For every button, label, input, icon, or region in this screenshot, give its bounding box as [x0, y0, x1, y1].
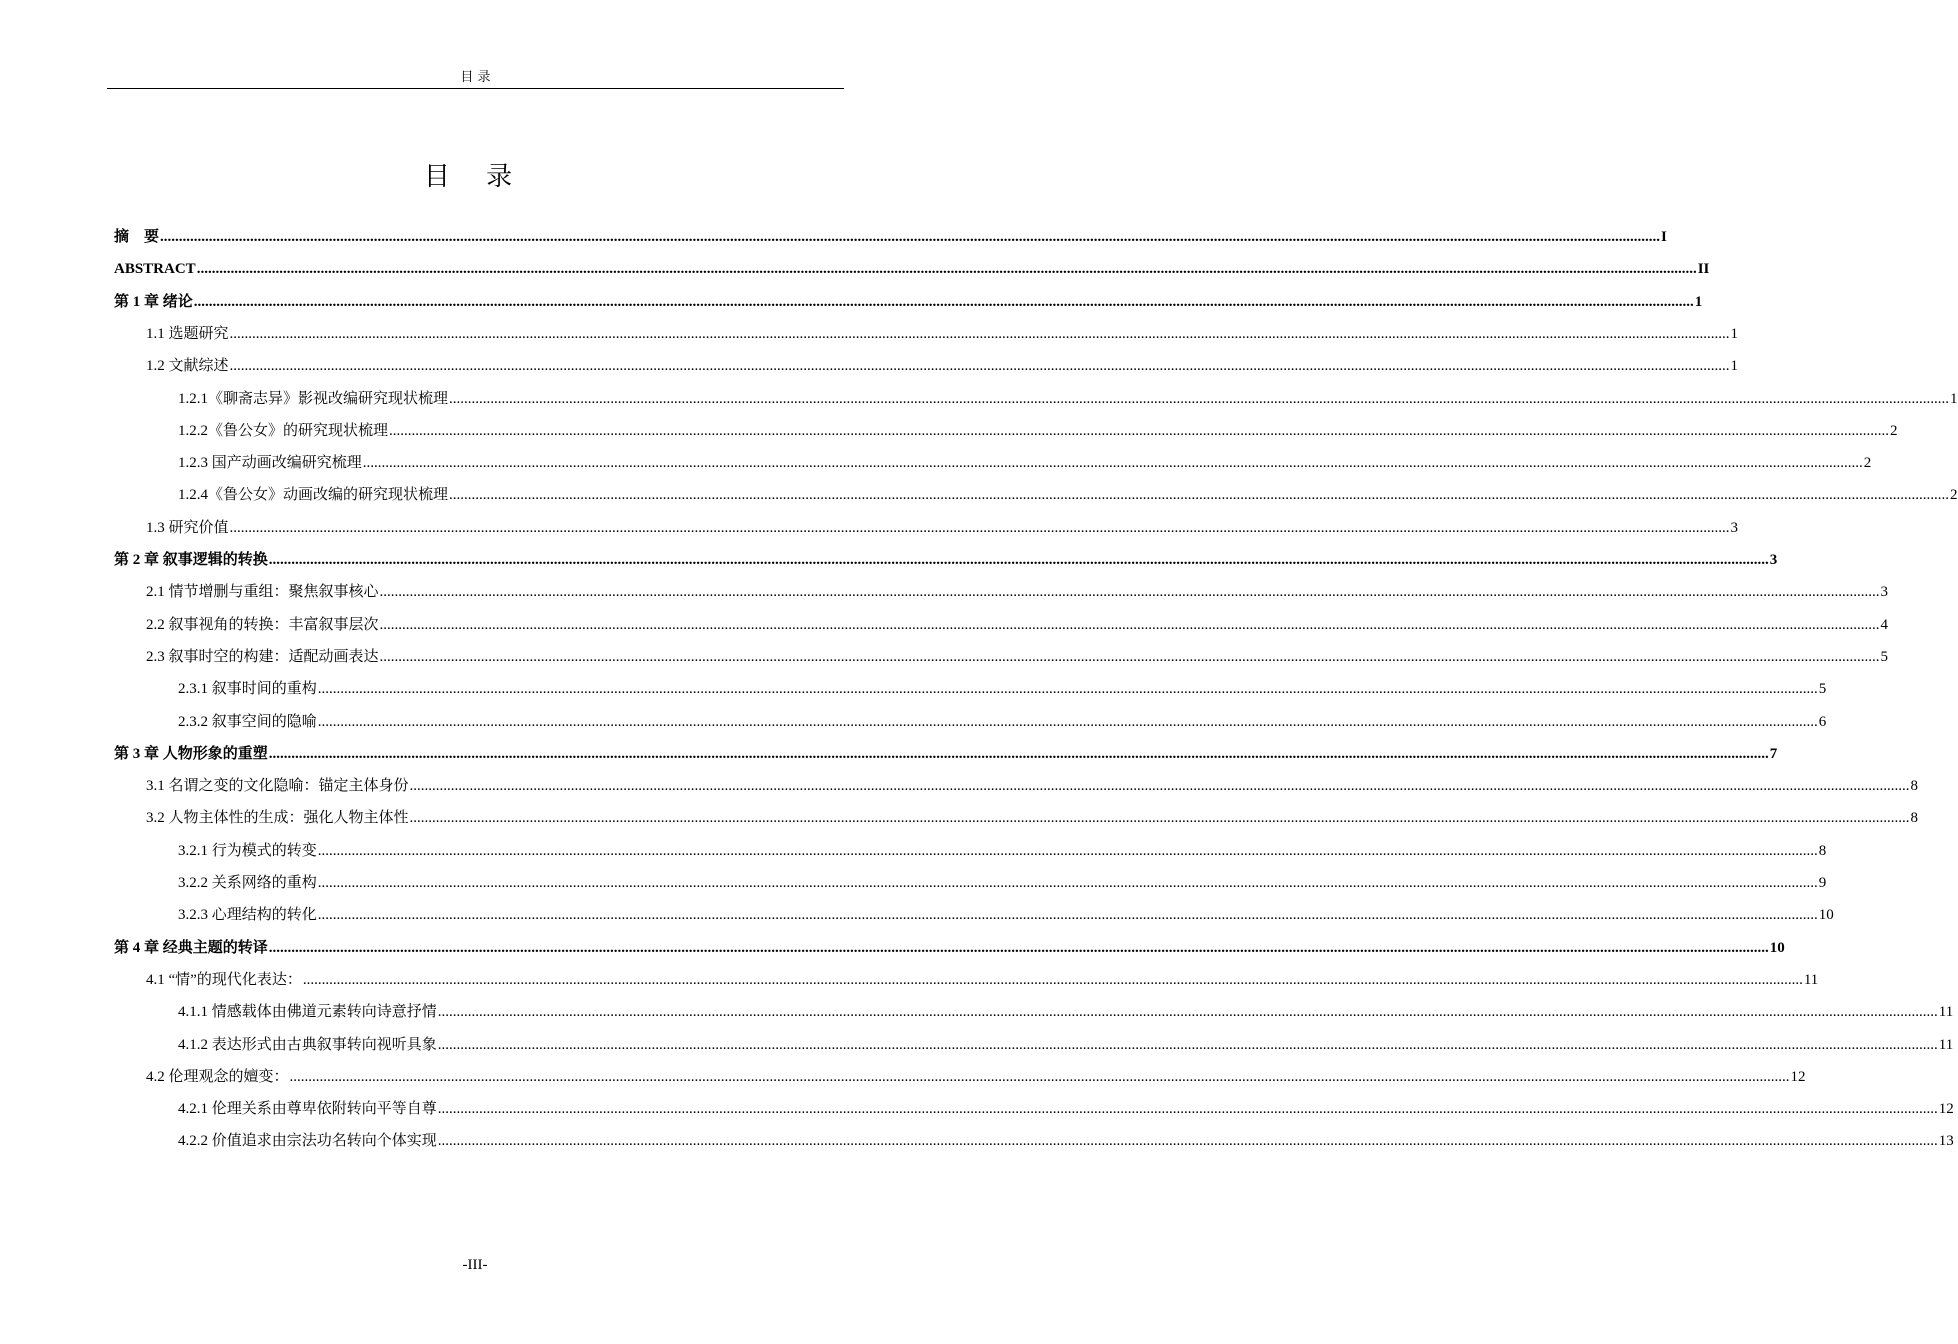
toc-entry[interactable]	[146, 610, 1889, 640]
toc-dot-leader: ................................................................................................................................................................................................................................................................................................................................................................................................................	[193, 293, 1694, 310]
toc-dot-leader: ................................................................................................................................................................................................................................................................................................................................................................................................................	[317, 681, 1818, 698]
toc-entry-title: 3.2.2 关系网络的重构	[178, 875, 317, 891]
toc-entry[interactable]	[114, 287, 1703, 317]
toc-entry[interactable]	[146, 965, 1819, 995]
toc-dot-leader: ................................................................................................................................................................................................................................................................................................................................................................................................................	[317, 842, 1818, 859]
toc-entry-title: 1.2.4《鲁公女》动画改编的研究现状梳理	[178, 487, 449, 504]
toc-entry-page: 2	[1890, 422, 1898, 439]
toc-entry-page: 5	[1880, 648, 1889, 665]
toc-entry-title: 1.1 选题研究	[146, 325, 229, 342]
toc-dot-leader: ................................................................................................................................................................................................................................................................................................................................................................................................................	[437, 1101, 1938, 1118]
toc-entry[interactable]	[146, 642, 1889, 672]
toc-entry[interactable]	[114, 222, 1667, 252]
toc-entry-title: 1.2.3 国产动画改编研究梳理	[178, 455, 362, 472]
toc-entry[interactable]	[178, 836, 1827, 866]
toc-entry-page: 3	[1769, 552, 1778, 568]
toc-entry-page: 10	[1769, 939, 1785, 956]
toc-entry-page: 7	[1769, 745, 1778, 762]
toc-dot-leader: ................................................................................................................................................................................................................................................................................................................................................................................................................	[302, 971, 1803, 988]
toc-entry-page: 4	[1880, 616, 1889, 633]
toc-entry[interactable]	[146, 1062, 1806, 1092]
toc-dot-leader: ................................................................................................................................................................................................................................................................................................................................................................................................................	[229, 325, 1730, 342]
toc-dot-leader: ................................................................................................................................................................................................................................................................................................................................................................................................................	[409, 778, 1910, 795]
toc-dot-leader: ................................................................................................................................................................................................................................................................................................................................................................................................................	[437, 1004, 1938, 1021]
toc-entry-title: 摘 要	[114, 229, 160, 245]
toc-dot-leader: ................................................................................................................................................................................................................................................................................................................................................................................................................	[449, 390, 1950, 407]
toc-entry[interactable]	[146, 513, 1739, 543]
toc-entry-title: 3.2 人物主体性的生成：强化人物主体性	[146, 810, 409, 827]
toc-entry-title: 第 3 章 人物形象的重塑	[114, 745, 268, 762]
toc-entry-page: 8	[1818, 842, 1827, 859]
toc-entry[interactable]	[146, 771, 1919, 801]
toc-entry[interactable]	[178, 707, 1827, 737]
toc-dot-leader: ................................................................................................................................................................................................................................................................................................................................................................................................................	[389, 422, 1890, 439]
toc-entry-title: 1.2.1《聊斋志异》影视改编研究现状梳理	[178, 390, 449, 407]
toc-entry-title: 1.2 文献综述	[146, 358, 229, 375]
toc-entry-page: 1	[1730, 325, 1739, 342]
toc-entry[interactable]	[146, 351, 1739, 381]
toc-entry-page: I	[1661, 229, 1667, 245]
toc-entry-title: 第 4 章 经典主题的转译	[114, 939, 268, 956]
toc-dot-leader: ................................................................................................................................................................................................................................................................................................................................................................................................................	[268, 939, 1769, 956]
toc-entry-page: II	[1697, 261, 1710, 278]
toc-entry-title: 4.1.2 表达形式由古典叙事转向视听具象	[178, 1036, 437, 1053]
toc-entry-title: 4.2 伦理观念的嬗变：	[146, 1068, 289, 1085]
toc-entry-title: 3.2.3 心理结构的转化	[178, 907, 317, 924]
toc-entry-title: 1.2.2《鲁公女》的研究现状梳理	[178, 422, 389, 439]
toc-dot-leader: ................................................................................................................................................................................................................................................................................................................................................................................................................	[437, 1036, 1938, 1053]
toc-entry[interactable]	[178, 674, 1827, 704]
toc-entry[interactable]	[178, 1030, 1954, 1060]
toc-entry[interactable]	[146, 319, 1739, 349]
toc-entry-page: 3	[1730, 519, 1739, 536]
toc-entry[interactable]	[178, 448, 1872, 478]
page-number: -III-	[462, 1257, 488, 1273]
toc-entry[interactable]	[178, 1126, 1954, 1156]
toc-entry[interactable]	[178, 900, 1834, 930]
toc-entry-title: 2.2 叙事视角的转换：丰富叙事层次	[146, 616, 379, 633]
toc-dot-leader: ................................................................................................................................................................................................................................................................................................................................................................................................................	[449, 487, 1950, 504]
toc-entry-title: 4.2.2 价值追求由宗法功名转向个体实现	[178, 1133, 437, 1150]
toc-dot-leader: ................................................................................................................................................................................................................................................................................................................................................................................................................	[229, 358, 1730, 375]
toc-entry-page: 5	[1818, 681, 1827, 698]
toc-entry-title: 3.2.1 行为模式的转变	[178, 842, 317, 859]
toc-dot-leader: ................................................................................................................................................................................................................................................................................................................................................................................................................	[229, 519, 1730, 536]
toc-entry-title: 4.1.1 情感载体由佛道元素转向诗意抒情	[178, 1004, 437, 1021]
toc-entry-page: 11	[1938, 1004, 1954, 1021]
toc-entry-title: 1.3 研究价值	[146, 519, 229, 536]
toc-entry[interactable]	[178, 384, 1958, 414]
toc-dot-leader: ................................................................................................................................................................................................................................................................................................................................................................................................................	[362, 455, 1863, 472]
toc-entry-page: 11	[1803, 971, 1819, 988]
toc-entry-title: 第 2 章 叙事逻辑的转换	[114, 552, 268, 568]
toc-dot-leader: ................................................................................................................................................................................................................................................................................................................................................................................................................	[317, 713, 1818, 730]
toc-entry-title: ABSTRACT	[114, 261, 196, 278]
toc-entry-page: 1	[1730, 358, 1739, 375]
toc-entry-page: 1	[1694, 293, 1703, 310]
toc-entry-title: 4.2.1 伦理关系由尊卑依附转向平等自尊	[178, 1101, 437, 1118]
toc-entry-title: 3.1 名谓之变的文化隐喻：锚定主体身份	[146, 778, 409, 795]
toc-entry-page: 2	[1863, 455, 1872, 472]
toc-entry[interactable]	[178, 1094, 1954, 1124]
toc-entry[interactable]	[178, 416, 1898, 446]
toc-entry-page: 8	[1910, 810, 1919, 827]
toc-entry-page: 3	[1880, 584, 1889, 601]
toc-entry-page: 8	[1910, 778, 1919, 795]
toc-dot-leader: ................................................................................................................................................................................................................................................................................................................................................................................................................	[379, 584, 1880, 601]
toc-entry-page: 9	[1818, 875, 1827, 891]
toc-entry-title: 2.1 情节增删与重组：聚焦叙事核心	[146, 584, 379, 601]
toc-entry-page: 13	[1938, 1133, 1954, 1150]
toc-dot-leader: ................................................................................................................................................................................................................................................................................................................................................................................................................	[268, 552, 1769, 568]
toc-entry-page: 6	[1818, 713, 1827, 730]
toc-entry[interactable]	[114, 254, 1710, 284]
toc-dot-leader: ................................................................................................................................................................................................................................................................................................................................................................................................................	[409, 810, 1910, 827]
toc-dot-leader: ................................................................................................................................................................................................................................................................................................................................................................................................................	[196, 261, 1697, 278]
toc-entry[interactable]	[146, 577, 1889, 607]
toc-dot-leader: ................................................................................................................................................................................................................................................................................................................................................................................................................	[317, 907, 1818, 924]
toc-entry-page: 10	[1818, 907, 1834, 924]
toc-dot-leader: ................................................................................................................................................................................................................................................................................................................................................................................................................	[317, 875, 1818, 891]
toc-entry[interactable]	[178, 480, 1958, 510]
toc-entry[interactable]	[178, 868, 1827, 898]
toc-entry-title: 第 1 章 绪论	[114, 293, 193, 310]
toc-entry-title: 2.3 叙事时空的构建：适配动画表达	[146, 648, 379, 665]
toc-entry[interactable]	[146, 803, 1919, 833]
toc-entry-page: 2	[1950, 487, 1958, 504]
page-title: 目 录	[423, 162, 527, 192]
toc-entry-title: 2.3.1 叙事时间的重构	[178, 681, 317, 698]
toc-dot-leader: ................................................................................................................................................................................................................................................................................................................................................................................................................	[379, 648, 1880, 665]
toc-dot-leader: ................................................................................................................................................................................................................................................................................................................................................................................................................	[160, 229, 1661, 245]
toc-dot-leader: ................................................................................................................................................................................................................................................................................................................................................................................................................	[437, 1133, 1938, 1150]
toc-entry-page: 1	[1950, 390, 1958, 407]
toc-entry-page: 12	[1938, 1101, 1954, 1118]
toc-dot-leader: ................................................................................................................................................................................................................................................................................................................................................................................................................	[289, 1068, 1790, 1085]
toc-entry-page: 11	[1938, 1036, 1954, 1053]
running-header: 目 录	[107, 68, 844, 89]
toc-entry-title: 4.1 “情”的现代化表达：	[146, 971, 302, 988]
toc-entry-page: 12	[1790, 1068, 1806, 1085]
toc-dot-leader: ................................................................................................................................................................................................................................................................................................................................................................................................................	[379, 616, 1880, 633]
toc-dot-leader: ................................................................................................................................................................................................................................................................................................................................................................................................................	[268, 745, 1769, 762]
toc-entry[interactable]	[114, 545, 1778, 575]
toc-entry-title: 2.3.2 叙事空间的隐喻	[178, 713, 317, 730]
toc-entry[interactable]	[114, 739, 1778, 769]
toc-entry[interactable]	[114, 933, 1785, 963]
toc-entry[interactable]	[178, 997, 1954, 1027]
